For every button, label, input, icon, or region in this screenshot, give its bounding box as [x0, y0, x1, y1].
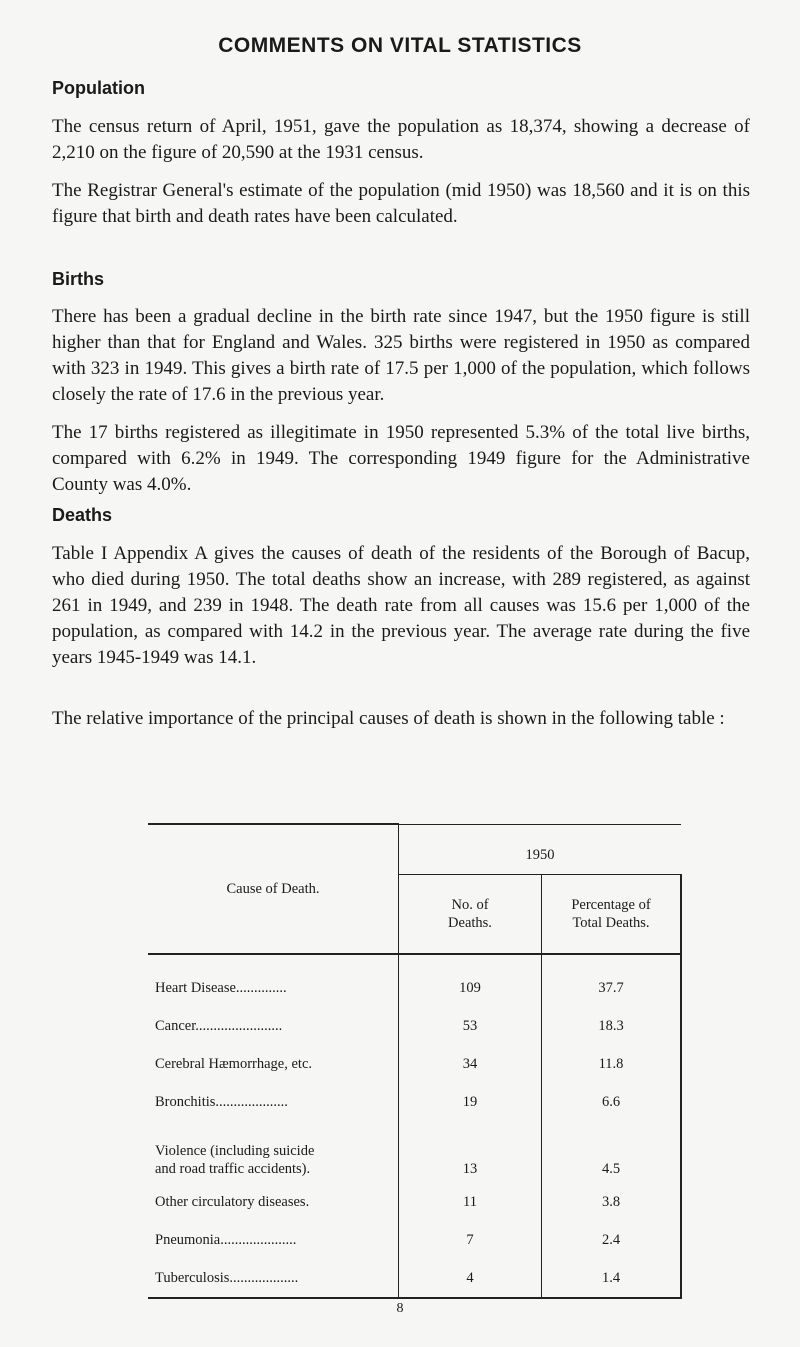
- births-paragraph-1: There has been a gradual decline in the birth rate since 1947, but the 1950 figure is still higher than that for England and Wales. 325 births were registered in 1950 as compared with 323 in 1949. This gives a birth rate of 17.5 per 1,000 of the population, which follows closely the rate of 17.6 in the previous year.: [52, 306, 750, 405]
- header-pct-line1: Percentage of: [571, 896, 651, 913]
- cause-cell: Heart Disease..............: [148, 954, 399, 1007]
- cause-line-1: Violence (including suicide: [155, 1143, 315, 1159]
- percentage-cell: 4.5: [542, 1121, 682, 1183]
- causes-of-death-table: [148, 823, 682, 1299]
- percentage-cell: 2.4: [542, 1221, 682, 1259]
- deaths-cell: 34: [399, 1045, 542, 1083]
- heading-deaths: Deaths: [52, 505, 113, 525]
- heading-population: Population: [52, 78, 145, 98]
- header-year-label: 1950: [525, 846, 555, 863]
- table-row: [148, 1083, 681, 1121]
- table-row: [148, 1183, 681, 1221]
- table-row: [148, 1045, 681, 1083]
- deaths-paragraph-1: Table I Appendix A gives the causes of death of the residents of the Borough of Bacup, who died during 1950. The total deaths show an increase, with 289 registered, as against 261 in 1949, and 239 in 1948. The death rate from all causes was 15.6 per 1,000 of the population, as compared with 14.2 in the previous year. The average rate during the five years 1945-1949 was 14.1.: [52, 543, 750, 668]
- header-year: [399, 824, 682, 874]
- deaths-paragraph-2: The relative importance of the principal causes of death is shown in the following table :: [52, 708, 725, 729]
- header-pct-line2: Total Deaths.: [572, 914, 650, 931]
- page-title: COMMENTS ON VITAL STATISTICS: [218, 34, 582, 57]
- header-percentage: [542, 874, 682, 954]
- header-deaths: [399, 874, 542, 954]
- table-header-row: [148, 824, 681, 874]
- percentage-cell: 6.6: [542, 1083, 682, 1121]
- cause-cell: [148, 1121, 399, 1183]
- table-row: [148, 1221, 681, 1259]
- deaths-cell: 13: [399, 1121, 542, 1183]
- deaths-cell: 7: [399, 1221, 542, 1259]
- page-number: 8: [396, 1301, 404, 1316]
- cause-cell: Pneumonia.....................: [148, 1221, 399, 1259]
- percentage-cell: 3.8: [542, 1183, 682, 1221]
- population-paragraph-2: The Registrar General's estimate of the population (mid 1950) was 18,560 and it is on this figure that birth and death rates have been calculated.: [52, 180, 750, 227]
- deaths-cell: 4: [399, 1259, 542, 1298]
- heading-births: Births: [52, 269, 105, 289]
- percentage-cell: 11.8: [542, 1045, 682, 1083]
- header-deaths-line1: No. of: [451, 896, 489, 913]
- cause-line-2: and road traffic accidents).: [155, 1161, 311, 1177]
- percentage-cell: 37.7: [542, 954, 682, 1007]
- cause-cell: Cancer........................: [148, 1007, 399, 1045]
- population-paragraph-1: The census return of April, 1951, gave the population as 18,374, showing a decrease of 2,210 on the figure of 20,590 at the 1931 census.: [52, 116, 750, 163]
- percentage-cell: 18.3: [542, 1007, 682, 1045]
- table-row: [148, 1259, 681, 1298]
- cause-cell: Tuberculosis...................: [148, 1259, 399, 1298]
- percentage-cell: 1.4: [542, 1259, 682, 1298]
- births-paragraph-2: The 17 births registered as illegitimate in 1950 represented 5.3% of the total live births, compared with 6.2% in 1949. The corresponding 1949 figure for the Administrative County was 4.0%.: [52, 422, 750, 495]
- table-row: [148, 1121, 681, 1183]
- header-cause: Cause of Death.: [148, 824, 399, 954]
- deaths-cell: 19: [399, 1083, 542, 1121]
- cause-cell: Other circulatory diseases.: [148, 1183, 399, 1221]
- deaths-cell: 53: [399, 1007, 542, 1045]
- header-deaths-line2: Deaths.: [448, 914, 492, 931]
- table-row: [148, 954, 681, 1007]
- table-row: [148, 1007, 681, 1045]
- cause-cell: Cerebral Hæmorrhage, etc.: [148, 1045, 399, 1083]
- deaths-cell: 11: [399, 1183, 542, 1221]
- deaths-cell: 109: [399, 954, 542, 1007]
- cause-cell: Bronchitis....................: [148, 1083, 399, 1121]
